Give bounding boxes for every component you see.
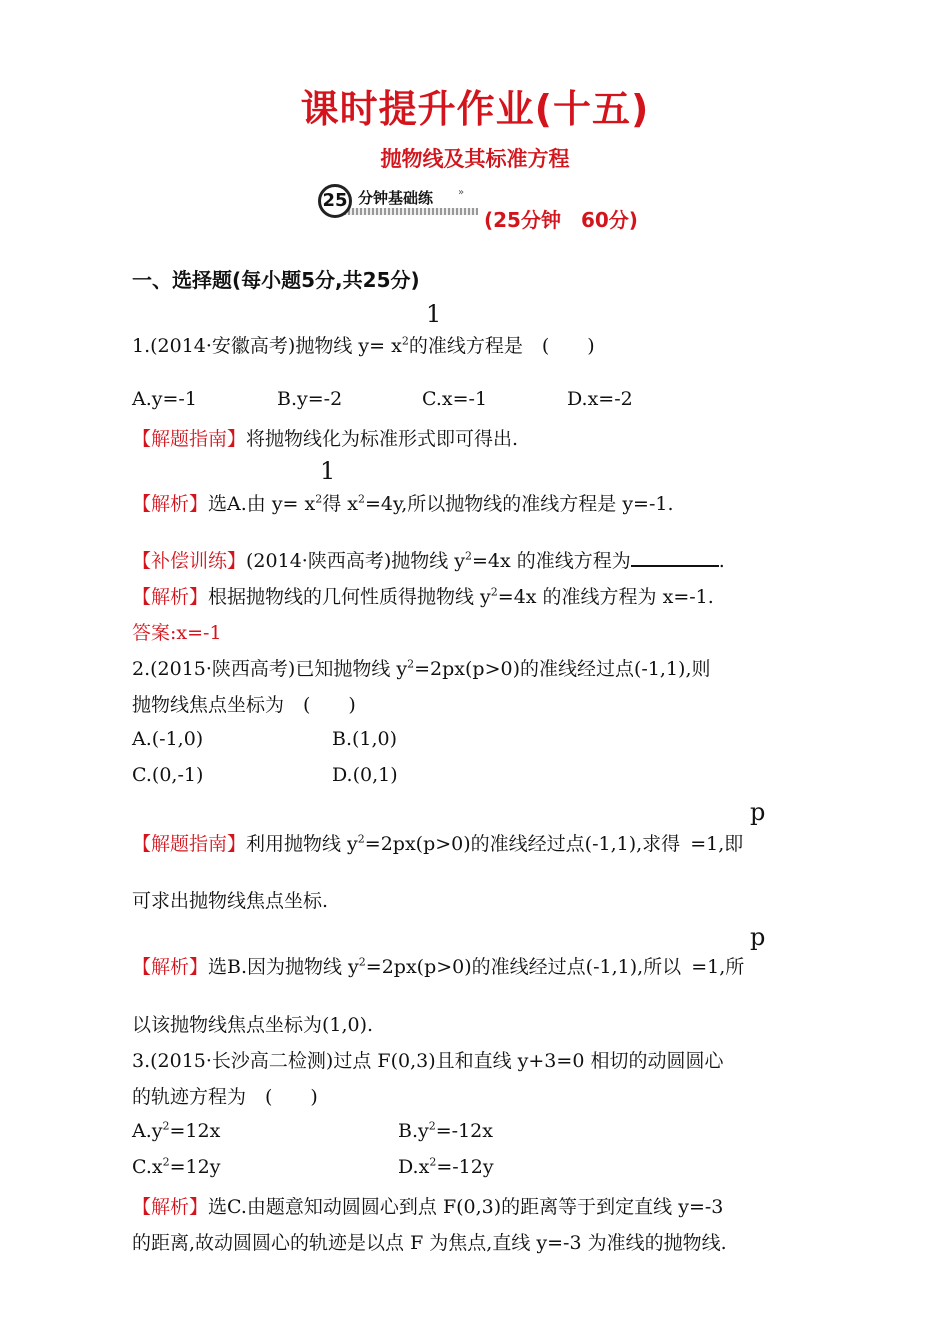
question-text: 2.(2015·陕西高考)已知抛物线 y: [132, 658, 408, 680]
question-text: =2px(p>0)的准线经过点(-1,1),则: [414, 658, 711, 680]
question-3-line2: 的轨迹方程为 ( ): [132, 1086, 318, 1108]
option-a: [132, 1120, 220, 1142]
solution-guide: [132, 424, 518, 451]
option-text: =-12y: [436, 1156, 494, 1178]
fraction-numerator: p: [750, 923, 766, 951]
option-c: C.(0,-1): [132, 764, 204, 786]
superscript: 2: [358, 955, 366, 969]
superscript: 2: [162, 1155, 170, 1169]
section-badge: [318, 184, 478, 218]
badge-number: 25: [318, 184, 352, 218]
analysis-text: =1,所: [691, 956, 745, 978]
analysis-tag: 【解析】: [132, 586, 209, 608]
option-text: =-12x: [435, 1120, 493, 1142]
answer: 答案:x=-1: [132, 622, 222, 644]
option-text: B.y: [398, 1120, 429, 1142]
analysis-text: =2px(p>0)的准线经过点(-1,1),所以: [365, 956, 682, 978]
extra-text: =4x 的准线方程为: [472, 550, 631, 572]
option-text: C.x: [132, 1156, 163, 1178]
analysis-text: 选C.由题意知动圆圆心到点 F(0,3)的距离等于到定直线 y=-3: [208, 1196, 724, 1218]
time-info: (25分钟 60分): [484, 208, 638, 232]
option-a: A.y=-1: [132, 388, 197, 410]
option-text: A.y: [132, 1120, 163, 1142]
option-c: [132, 1156, 220, 1178]
option-a: A.(-1,0): [132, 728, 204, 750]
superscript: 2: [490, 585, 498, 599]
superscript: 2: [401, 334, 409, 348]
fraction-numerator: p: [750, 798, 766, 826]
superscript: 2: [428, 1119, 436, 1133]
option-b: B.y=-2: [277, 388, 343, 410]
extra-tag: 【补偿训练】: [132, 550, 247, 572]
analysis-text: x: [298, 493, 316, 515]
option-text: =12y: [169, 1156, 221, 1178]
analysis-text: 根据抛物线的几何性质得抛物线 y: [208, 586, 491, 608]
analysis-text: 选A.由 y=: [208, 493, 299, 515]
option-b: [398, 1120, 493, 1142]
option-b: B.(1,0): [332, 728, 398, 750]
guide-text: 利用抛物线 y: [246, 833, 358, 855]
analysis-text: 选B.因为抛物线 y: [208, 956, 359, 978]
question-2: [132, 654, 711, 681]
question-3: 3.(2015·长沙高二检测)过点 F(0,3)且和直线 y+3=0 相切的动圆圆心: [132, 1050, 724, 1072]
extra-text: .: [718, 550, 725, 572]
badge-label: 分钟基础练: [358, 189, 434, 207]
question-text: x: [385, 335, 402, 357]
superscript: 2: [429, 1155, 437, 1169]
section-title: 一、选择题(每小题5分,共25分): [132, 268, 420, 292]
guide-text: =2px(p>0)的准线经过点(-1,1),求得: [364, 833, 681, 855]
question-text: 1.(2014·安徽高考)抛物线 y=: [132, 335, 386, 357]
page-title: 课时提升作业(十五): [300, 87, 650, 131]
answer-blank: [631, 547, 719, 567]
solution-guide: [132, 829, 743, 856]
analysis-line2: 以该抛物线焦点坐标为(1,0).: [132, 1014, 374, 1036]
guide-tag: 【解题指南】: [132, 428, 247, 450]
option-d: [398, 1156, 494, 1178]
question-text: 的准线方程是 ( ): [408, 335, 595, 357]
analysis: [132, 489, 674, 516]
option-d: D.(0,1): [332, 764, 398, 786]
guide-text: 将抛物线化为标准形式即可得出.: [246, 428, 519, 450]
superscript: 2: [407, 657, 415, 671]
analysis-line2: 的距离,故动圆圆心的轨迹是以点 F 为焦点,直线 y=-3 为准线的抛物线.: [132, 1232, 727, 1254]
superscript: 2: [357, 832, 365, 846]
analysis-tag: 【解析】: [132, 1196, 209, 1218]
guide-tag: 【解题指南】: [132, 833, 247, 855]
fraction-numerator: 1: [426, 300, 442, 328]
guide-line2: 可求出抛物线焦点坐标.: [132, 890, 329, 912]
fraction-numerator: 1: [320, 457, 336, 485]
question-2-line2: 抛物线焦点坐标为 ( ): [132, 694, 356, 716]
superscript: 2: [162, 1119, 170, 1133]
badge-arrow-icon: »: [458, 187, 465, 198]
extra-analysis: [132, 582, 714, 609]
superscript: 2: [465, 549, 473, 563]
question-1: [132, 331, 595, 358]
analysis-text: 得 x: [322, 493, 359, 515]
guide-text: =1,即: [690, 833, 744, 855]
superscript: 2: [315, 492, 323, 506]
analysis: [132, 1192, 723, 1219]
extra-practice: [132, 546, 725, 573]
page-subtitle: 抛物线及其标准方程: [380, 147, 570, 171]
analysis-tag: 【解析】: [132, 493, 209, 515]
option-d: D.x=-2: [567, 388, 633, 410]
analysis-text: =4y,所以抛物线的准线方程是 y=-1.: [365, 493, 674, 515]
analysis-text: =4x 的准线方程为 x=-1.: [497, 586, 714, 608]
analysis: [132, 952, 744, 979]
badge-band: [332, 208, 478, 215]
extra-text: (2014·陕西高考)抛物线 y: [246, 550, 466, 572]
option-text: =12x: [169, 1120, 221, 1142]
option-c: C.x=-1: [422, 388, 488, 410]
superscript: 2: [358, 492, 366, 506]
analysis-tag: 【解析】: [132, 956, 209, 978]
option-text: D.x: [398, 1156, 430, 1178]
